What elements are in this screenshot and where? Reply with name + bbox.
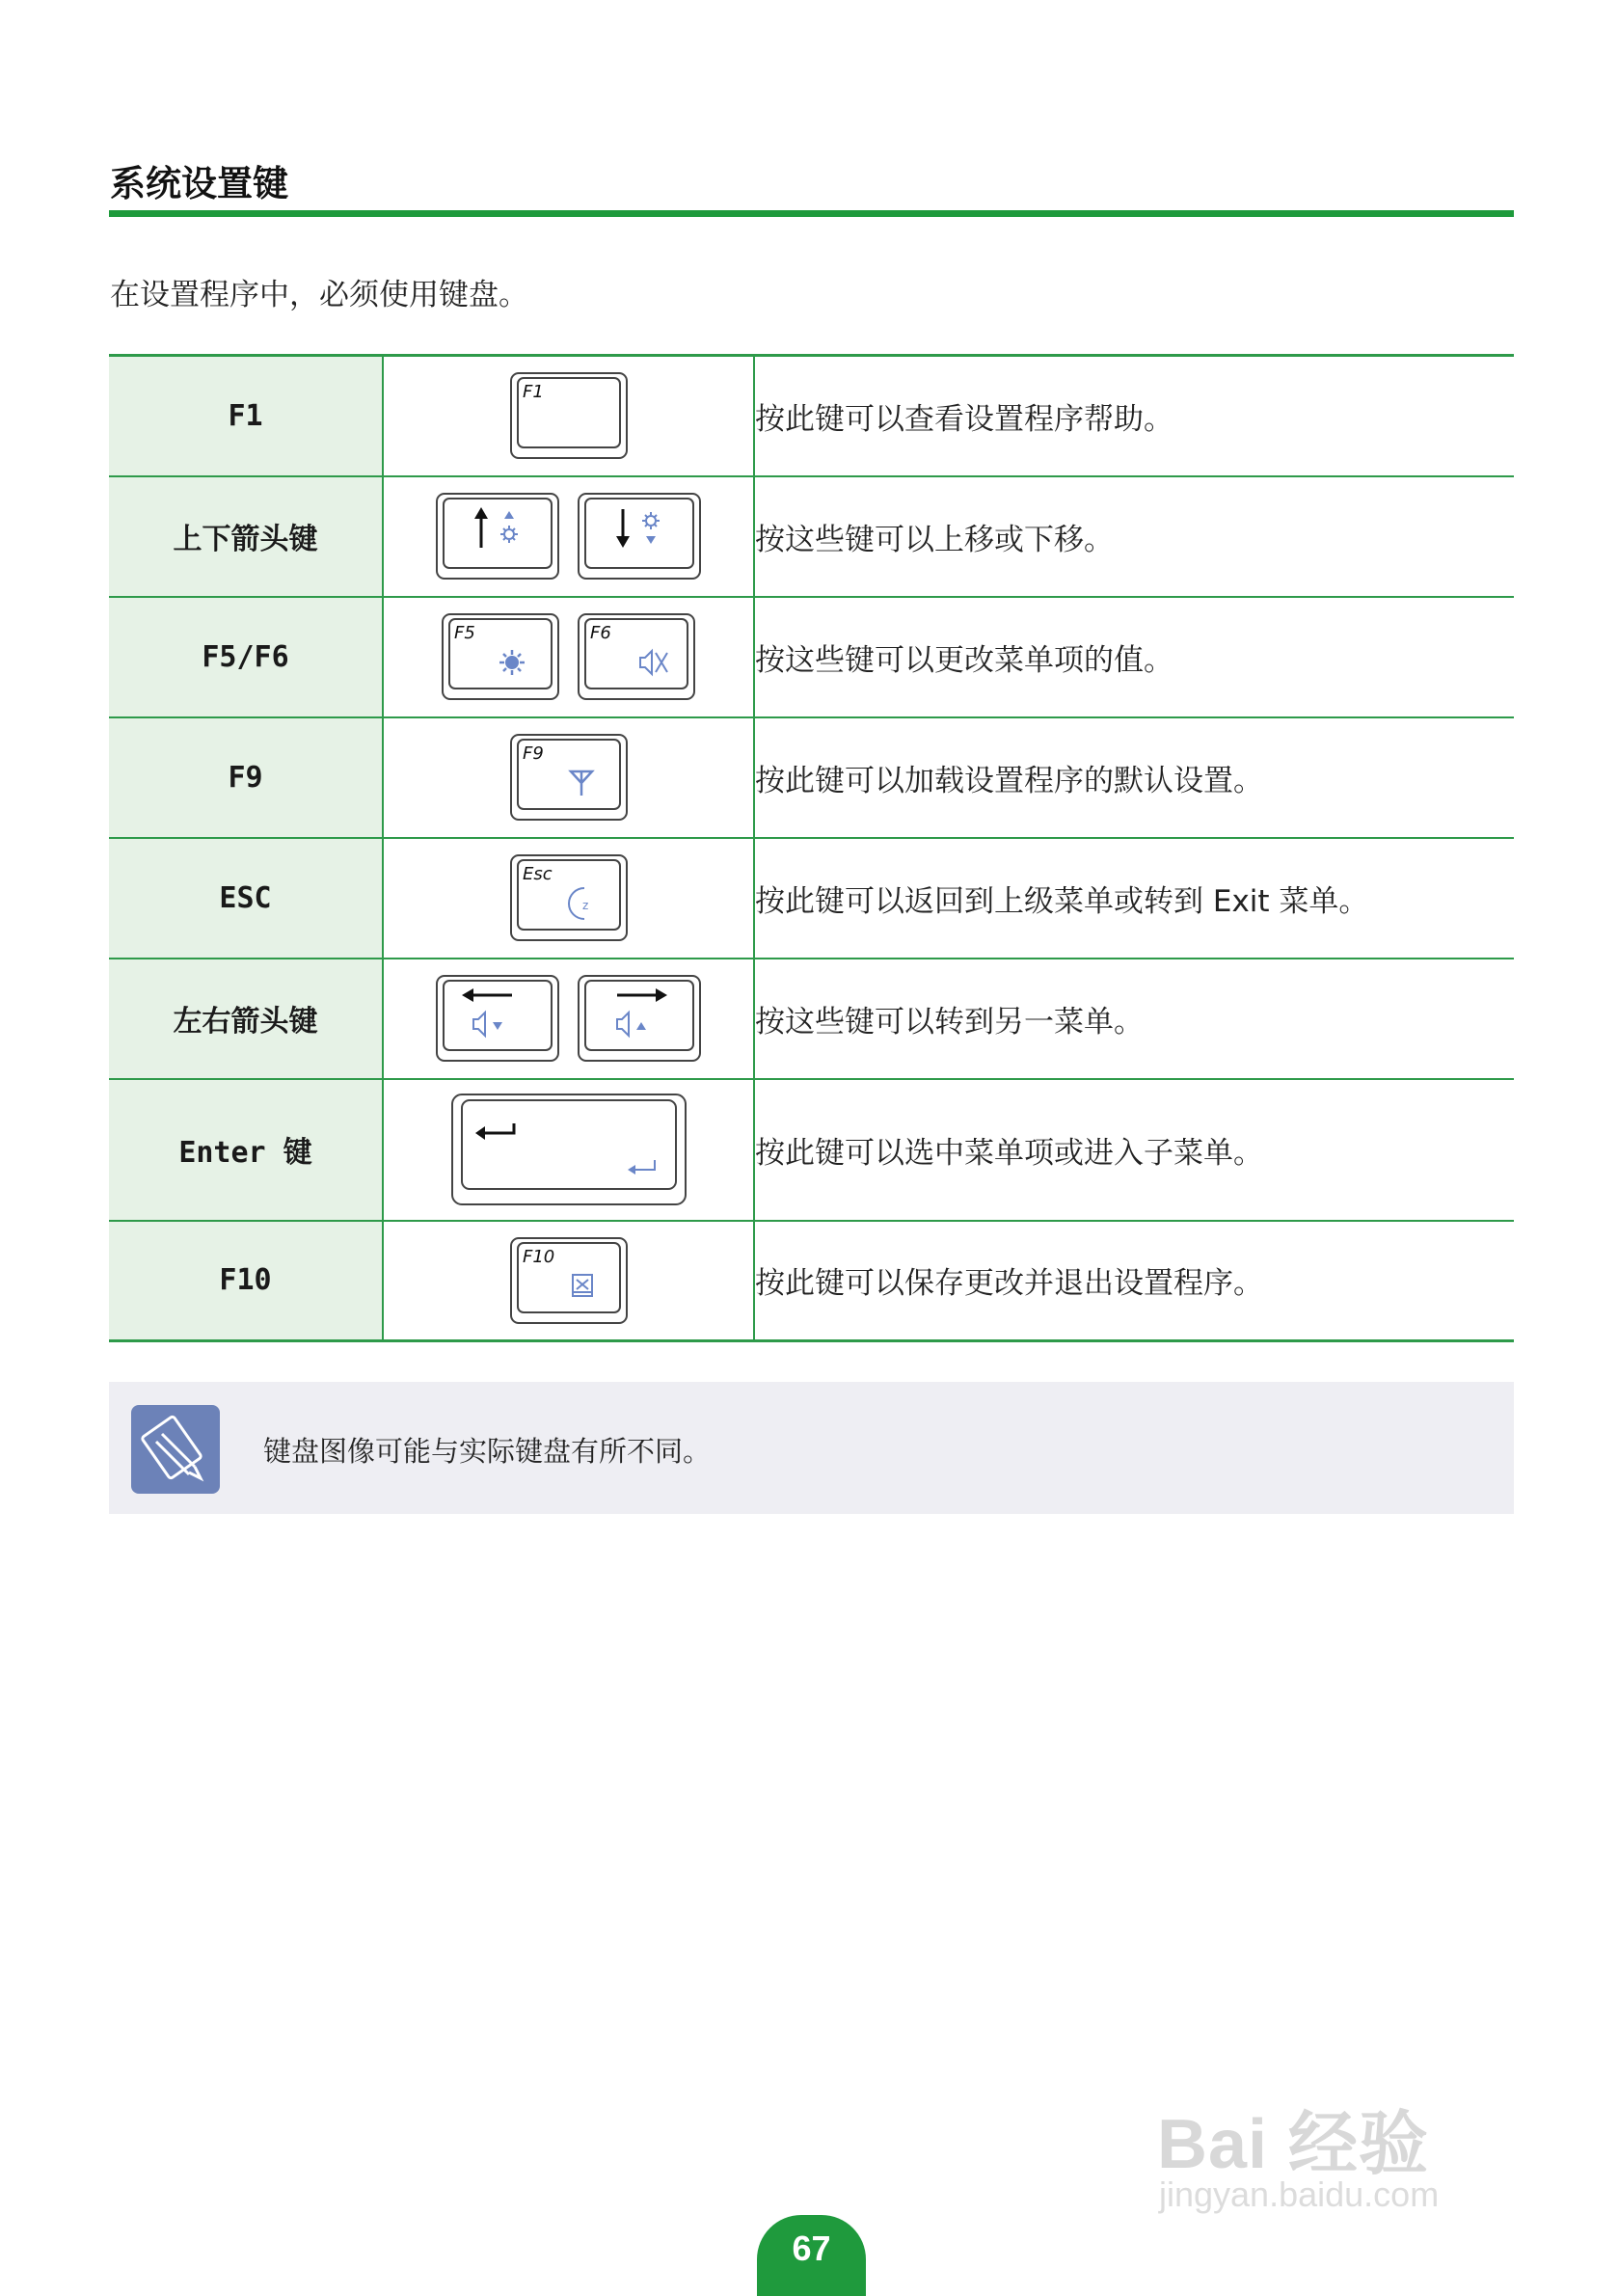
note-text: 键盘图像可能与实际键盘有所不同。 bbox=[263, 1435, 712, 1468]
keycap-label: F10 bbox=[522, 1246, 554, 1267]
f1-key-icon bbox=[509, 371, 629, 460]
keycap-label: F6 bbox=[590, 623, 611, 643]
pencil-note-icon bbox=[131, 1405, 220, 1494]
watermark-url: jingyan.baidu.com bbox=[1159, 2174, 1440, 2214]
key-name: F1 bbox=[109, 356, 383, 476]
key-description: 按这些键可以转到另一菜单。 bbox=[754, 959, 1514, 1079]
f6-mute-key-icon bbox=[577, 612, 696, 701]
key-image-cell bbox=[383, 476, 754, 597]
key-name: 上下箭头键 bbox=[109, 476, 383, 597]
key-image-cell bbox=[383, 838, 754, 959]
key-description: 按此键可以返回到上级菜单或转到 Exit 菜单。 bbox=[754, 838, 1514, 959]
key-image-cell bbox=[383, 1079, 754, 1221]
section-title: 系统设置键 bbox=[110, 163, 288, 204]
table-row bbox=[109, 838, 1514, 959]
table-row bbox=[109, 1221, 1514, 1341]
table-row bbox=[109, 476, 1514, 597]
key-image-cell bbox=[383, 959, 754, 1079]
key-name: ESC bbox=[109, 838, 383, 959]
baidu-watermark bbox=[1147, 2059, 1533, 2213]
left-arrow-key-icon bbox=[435, 974, 560, 1063]
key-image-cell bbox=[383, 597, 754, 717]
key-name: F10 bbox=[109, 1221, 383, 1341]
key-description: 按这些键可以更改菜单项的值。 bbox=[754, 597, 1514, 717]
key-description: 按此键可以加载设置程序的默认设置。 bbox=[754, 717, 1514, 838]
key-name: F9 bbox=[109, 717, 383, 838]
keycap-label: F1 bbox=[522, 382, 544, 403]
up-arrow-key-icon bbox=[435, 492, 560, 581]
page-number-tab bbox=[757, 2215, 866, 2296]
key-name: 左右箭头键 bbox=[109, 959, 383, 1079]
key-description: 按此键可以查看设置程序帮助。 bbox=[754, 356, 1514, 476]
table-row bbox=[109, 717, 1514, 838]
intro-text: 在设置程序中，必须使用键盘。 bbox=[110, 278, 528, 312]
table-row bbox=[109, 1079, 1514, 1221]
keycap-label: F9 bbox=[522, 743, 544, 764]
key-description: 按这些键可以上移或下移。 bbox=[754, 476, 1514, 597]
f9-wireless-key-icon bbox=[509, 733, 629, 822]
down-arrow-key-icon bbox=[577, 492, 702, 581]
title-underline bbox=[109, 210, 1514, 217]
table-row bbox=[109, 597, 1514, 717]
key-description: 按此键可以保存更改并退出设置程序。 bbox=[754, 1221, 1514, 1341]
key-image-cell bbox=[383, 356, 754, 476]
key-image-cell bbox=[383, 717, 754, 838]
f5-brightness-key-icon bbox=[441, 612, 560, 701]
key-description: 按此键可以选中菜单项或进入子菜单。 bbox=[754, 1079, 1514, 1221]
key-image-cell bbox=[383, 1221, 754, 1341]
key-name: F5/F6 bbox=[109, 597, 383, 717]
keycap-label: F5 bbox=[453, 623, 475, 643]
page-number: 67 bbox=[792, 2228, 831, 2268]
enter-key-icon bbox=[450, 1093, 688, 1206]
keycap-label: Esc bbox=[522, 864, 553, 884]
setup-keys-table bbox=[109, 354, 1514, 1342]
svg-text:z: z bbox=[581, 899, 588, 912]
table-row bbox=[109, 959, 1514, 1079]
key-name: Enter 键 bbox=[109, 1079, 383, 1221]
f10-key-icon bbox=[509, 1236, 629, 1325]
watermark-brand: Bai 经验 bbox=[1157, 2106, 1430, 2183]
table-row bbox=[109, 356, 1514, 476]
esc-sleep-key-icon bbox=[509, 853, 629, 942]
right-arrow-key-icon bbox=[577, 974, 702, 1063]
note-box bbox=[109, 1382, 1514, 1514]
